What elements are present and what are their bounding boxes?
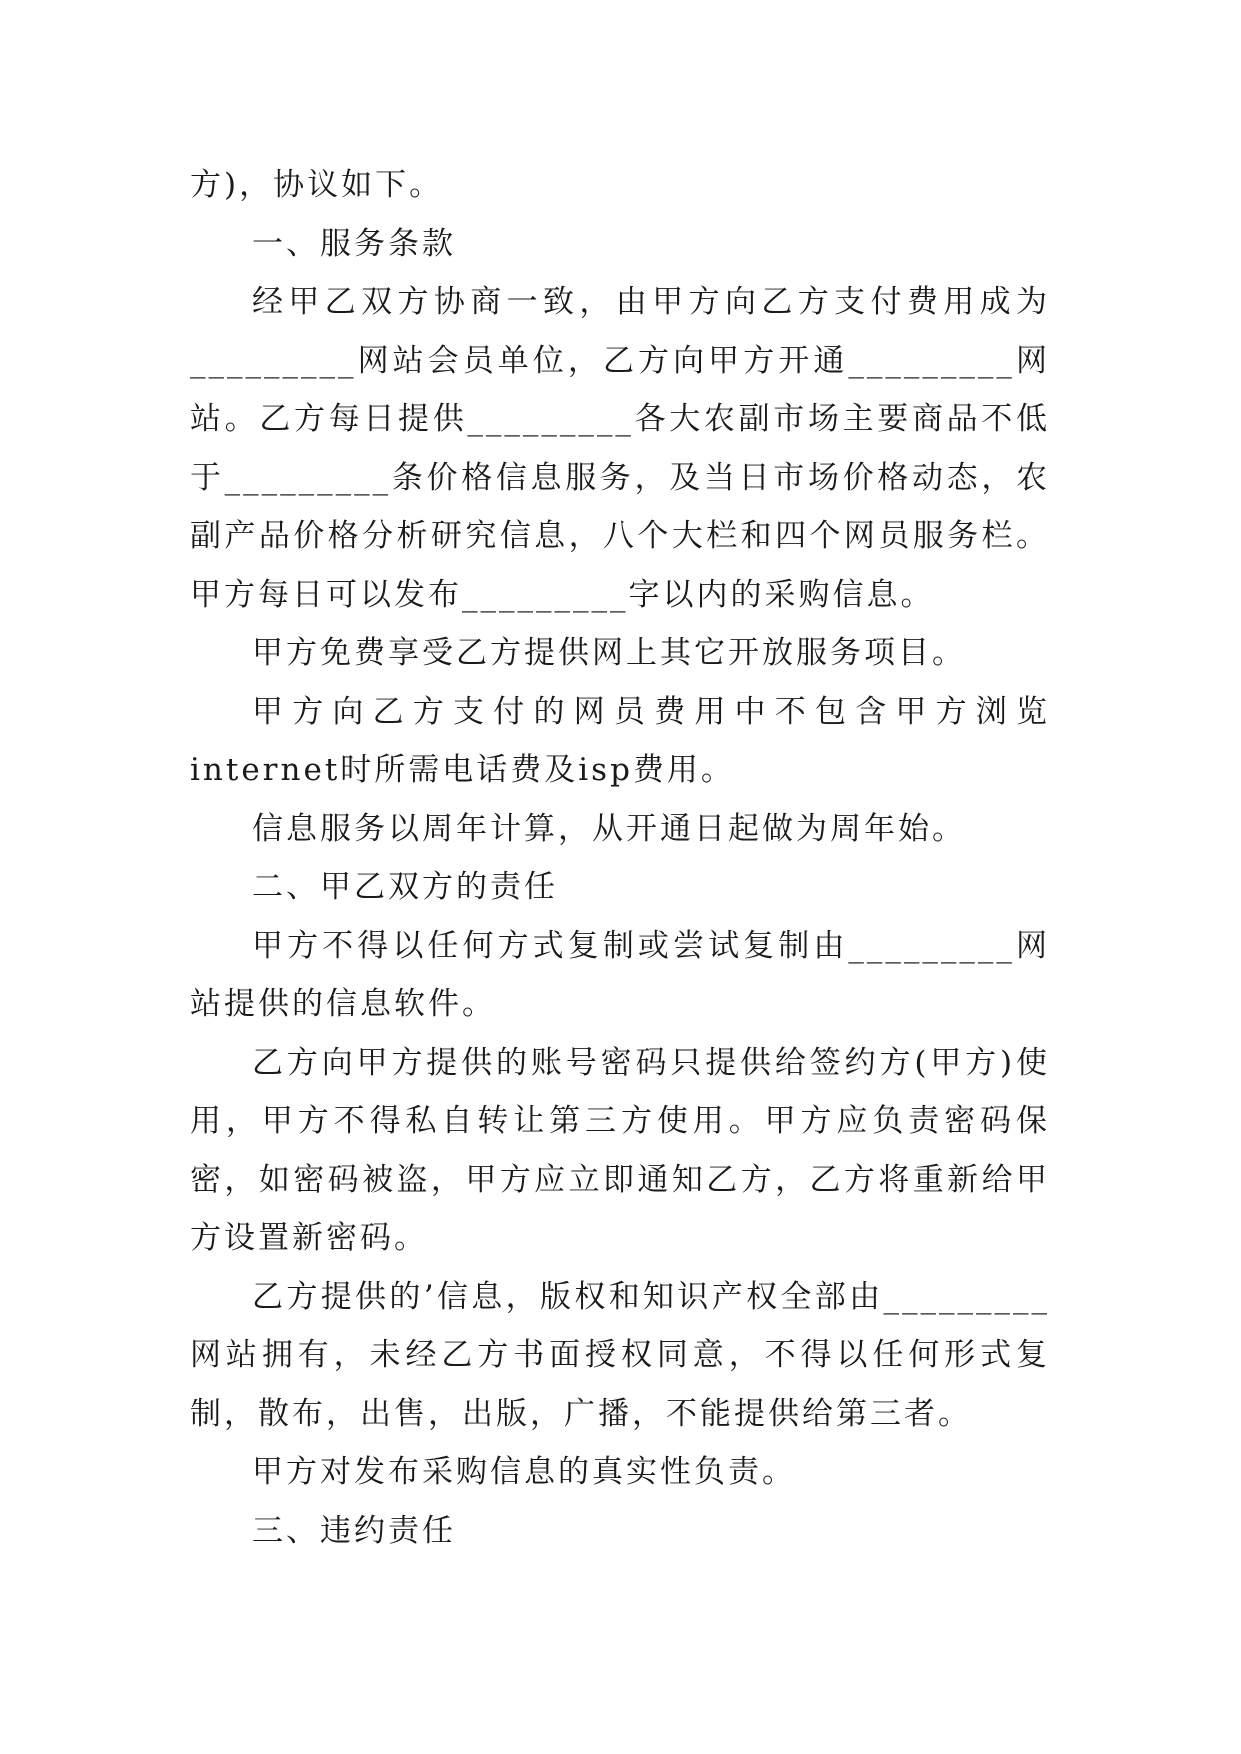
paragraph-no-copying: 甲方不得以任何方式复制或尝试复制由_________网站提供的信息软件。 xyxy=(190,927,1050,1022)
paragraph-copyright: 乙方提供的’信息，版权和知识产权全部由_________网站拥有，未经乙方书面授权同意，不得以任何形式复制，散布，出售，出版，广播，不能提供给第三者。 xyxy=(190,1278,1050,1432)
paragraph-service-period: 信息服务以周年计算，从开通日起做为周年始。 xyxy=(252,810,966,847)
paragraph-authenticity: 甲方对发布采购信息的真实性负责。 xyxy=(252,1454,796,1490)
section-heading-service-terms: 一、服务条款 xyxy=(252,225,456,262)
paragraph-free-services: 甲方免费享受乙方提供网上其它开放服务项目。 xyxy=(252,635,966,671)
paragraph-password-policy: 乙方向甲方提供的账号密码只提供给签约方(甲方)使用，甲方不得私自转让第三方使用。甲方应负责密码保密，如密码被盗，甲方应立即通知乙方，乙方将重新给甲方设置新密码。 xyxy=(190,1044,1050,1256)
paragraph-continuation: 方)，协议如下。 xyxy=(190,167,444,203)
document-body xyxy=(190,156,1050,1560)
paragraph-service-agreement: 经甲乙双方协商一致，由甲方向乙方支付费用成为_________网站会员单位，乙方向甲方开通_________网站。乙方每日提供_________各大农副市场主要商品不低于_________条价格信息服务，及当日市场价格动态，农副产品价格分析研究信息，八个大栏和四个网员服务栏。甲方每日可以发布_________字以内的采购信息。 xyxy=(190,284,1050,613)
section-heading-responsibilities: 二、甲乙双方的责任 xyxy=(252,869,558,905)
section-heading-breach-liability: 三、违约责任 xyxy=(252,1512,456,1549)
paragraph-fee-exclusion: 甲方向乙方支付的网员费用中不包含甲方浏览internet时所需电话费及isp费用。 xyxy=(190,693,1050,788)
